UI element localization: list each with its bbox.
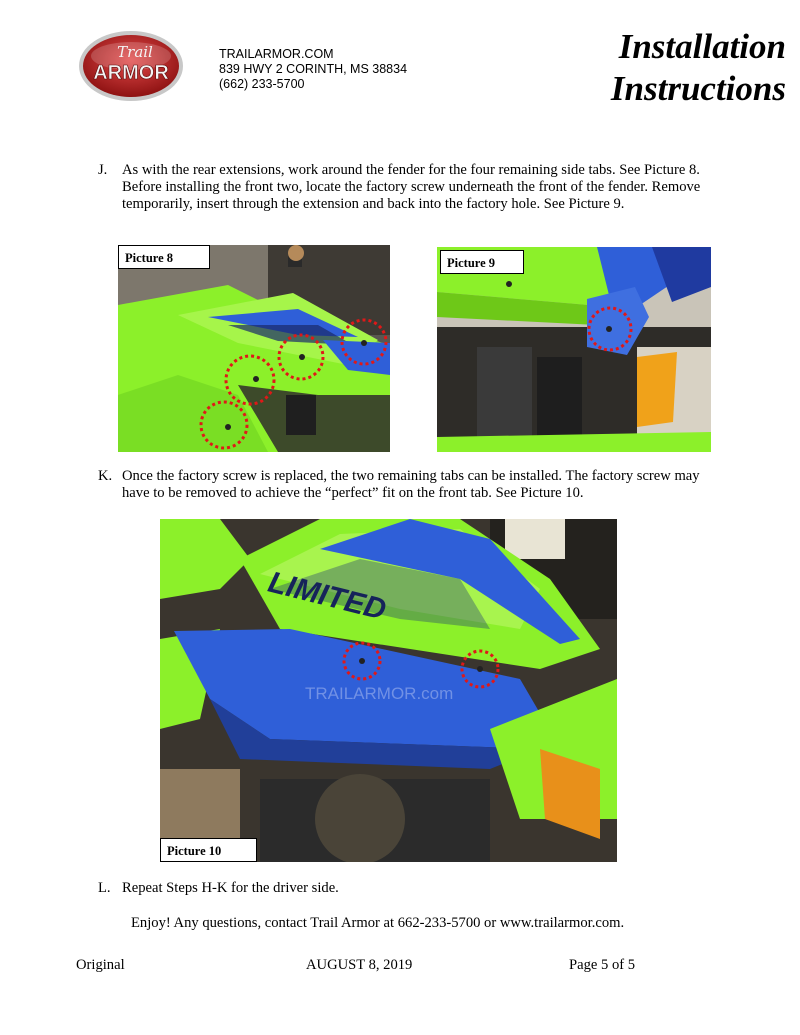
- footer-version: Original: [76, 957, 125, 973]
- svg-text:LIMITED: LIMITED: [264, 565, 390, 627]
- step-letter: J.: [98, 162, 108, 178]
- closing-note: Enjoy! Any questions, contact Trail Armor at 662-233-5700 or www.trailarmor.com.: [131, 915, 625, 931]
- step-j: [98, 162, 718, 232]
- footer-date: AUGUST 8, 2019: [306, 957, 413, 973]
- company-address: 839 HWY 2 CORINTH, MS 38834: [219, 62, 408, 76]
- company-website: TRAILARMOR.COM: [219, 47, 334, 61]
- step-letter: L.: [98, 880, 111, 896]
- step-k: [98, 468, 718, 504]
- svg-text:ARMOR: ARMOR: [93, 62, 169, 84]
- picture-10-photo: [160, 519, 617, 862]
- document-title: Installation Instructions: [610, 27, 786, 108]
- step-text: Repeat Steps H-K for the driver side.: [122, 880, 339, 896]
- picture-8-caption: Picture 8: [118, 245, 210, 269]
- svg-text:TRAILARMOR.com: TRAILARMOR.com: [305, 684, 454, 703]
- step-text: Once the factory screw is replaced, the two remaining tabs can be installed. The factory screw may have to be removed to achieve the “perfect” fit on the front tab. See Picture 10.: [122, 468, 700, 501]
- step-letter: K.: [98, 468, 113, 484]
- footer-page-number: Page 5 of 5: [569, 957, 636, 973]
- picture-10-caption: Picture 10: [160, 838, 257, 862]
- company-info: [219, 47, 407, 92]
- picture-8-photo: [118, 245, 390, 452]
- step-text: As with the rear extensions, work around the fender for the four remaining side tabs. See Picture 8. Before installing the front two, locate the factory screw underneath the front of the fender. Remove temporarily, insert through the extension and back into the factory hole. See Picture 9.: [122, 162, 701, 212]
- picture-9-caption: Picture 9: [440, 250, 524, 274]
- picture-9-photo: [437, 247, 711, 452]
- trail-armor-logo: [78, 30, 184, 102]
- company-phone: (662) 233-5700: [219, 77, 305, 91]
- step-l: [98, 880, 718, 900]
- svg-text:Trail: Trail: [117, 43, 153, 61]
